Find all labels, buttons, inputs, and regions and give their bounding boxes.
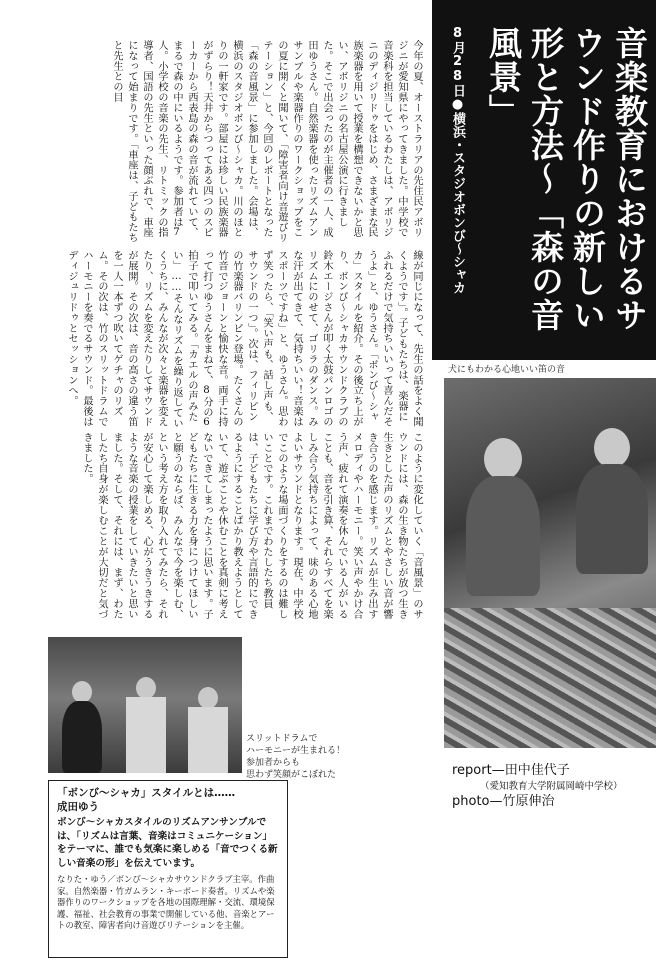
person-body: [126, 697, 166, 773]
small-photo-caption: [246, 733, 345, 781]
headline: 音楽教育におけるサウンド作りの新しい形と方法〜「森の音風景」: [484, 26, 649, 332]
instruments-pile: [444, 608, 656, 748]
caption-line: 参加者からも: [246, 758, 301, 768]
small-photo: [48, 637, 242, 773]
report-affiliation: （愛知教育大学附属岡崎中学校）: [480, 781, 623, 792]
person-body: [466, 476, 540, 596]
person-body: [62, 701, 102, 773]
person-head: [198, 687, 218, 709]
body-column-3: このように変化していく「音風景」のサウンドには、森の生き物たちが放つ生き生きとした声のリズムとやさしい音が響き合うのを感じます。リズムが生み出すメロディやハーモニー。笑い声やかけ合う声、疲れて演奏を休んでいる人がいることも、音を引き算、それらすべてを楽しみ合う気持ちによって、味のある心地よいサウンドとなります。現在、中学校でこのような場面づくりをするのは難しいことです。これまでわたしたち教員は、子どもたちに学び方や言語的にできるようにすることばかり教えようとしていて、遊ぶことや休むことを真剣に考えないできてしまったように思います。子どもたちに生きる力を身につけてほしいと願うのならば、みんなで今を楽しむ、という考え方を取り入れてみたら、それが安心して楽しめる、心がうきうきするような音楽の授業をしていきたいと思いました。そして、それには、まず、わたしたち自身が楽しむことが大切だと気づきました。: [81, 432, 422, 620]
body-column-1: 今年の夏、オーストラリアの先住民アボリジニが愛知県にやってきました。中学校で音楽科を担当しているわたしは、アボリジニのディジリドゥをはじめ、さまざまな民族楽器を用いて授業を構想できないかと思い、アボリジニの名古屋公演に行きました。そこで出会ったのが主催者の一人、成田ゆうさん。自然楽器を使ったリズムアンサンブルや楽器作りのワークショップをこの夏に開くと聞いて、「障害者向け音遊びリテーション」と、今回のレポートとなった「森の音風景」に参加しました。会場は、横浜のスタジオボンび〜シャカ。川のほとりの一軒家です。部屋には珍しい民族楽器がずらり！天井からつってある四つのスピーカーから西表島の森の音が流れていて、まるで森の中にいるようです。参加者は7人。小学校の音楽の先生、リトミックの指導者、国語の先生といった顔ぶれで、車座になって始まりです。「車座は、子どもたちと先生との目: [111, 40, 422, 243]
caption-line: スリットドラムで: [246, 734, 318, 744]
profile-body: ボンび〜シャカスタイルのリズムアンサンブルでは、「リズムは言葉、音楽はコミュニケーション」をテーマに、誰でも気楽に楽しめる「音でつくる新しい音楽の形」を伝えています。: [57, 817, 278, 869]
caption-line: 思わず笑顔がこぼれた: [246, 770, 337, 780]
caption-line: ハーモニーが生まれる！: [246, 746, 346, 756]
report-credit: report—田中佳代子: [452, 763, 570, 778]
main-photo-caption: 犬にもわかる心地いい笛の音: [448, 365, 566, 375]
dateline: 8月28日●横浜・スタジオボンび〜シャカ: [450, 26, 465, 294]
person-head: [72, 681, 92, 703]
report-name: 田中佳代子: [504, 763, 570, 778]
profile-bio: なりた・ゆう／ボンび〜シャカサウンドクラブ主宰。作曲家。自然楽器・竹ガムラン・キーボード奏者。リズムや楽器作りのワークショップを各地の国際理解・交流、環境保護、福祉、社会教育の事業で開催している他、音楽とアートの教室、障害者向け音遊びリテーションを主催。: [57, 874, 275, 930]
main-photo: [444, 378, 656, 748]
photo-label: photo: [452, 794, 490, 809]
person-head: [484, 438, 522, 480]
person-body: [188, 707, 228, 773]
person-body: [576, 464, 648, 574]
photo-name: 竹原伸治: [502, 794, 555, 809]
body-column-2: 線が同じになって、先生の話をよく聞くようです」。子どもたちは、楽器にふれるだけで気持ちいいって喜んだそうよ」と、ゆうさん。「ボンび〜シャカ」スタイルを紹介。その後立ち上がり、ボンび〜シャカサウンドクラブの鈴木エージさんが叩く太鼓パンロゴのリズムにのせて、ゴリラのダンス。みな汗が出てきて、気持ちいい！音楽はスポーツですね」と、ゆうさん。思わず笑ったら、「笑い声も、話し声も、サウンドの一つ」。次は、フィリピンの竹楽器バリンビン登場。たくさんの竹音でジョーンと愉快な音。両手に持って打つゆうさんをまねて、8分の6拍子で叩いてみる。「カエルの声みたい」……そんなリズムを繰り返していくうちに、みんなが次々と楽器を変えたり、リズムを変えたりしてサウンドが展開。その次は、音の高さの違う笛を一人一本ずつ吹いてゲチャのリズム。その次は、竹のスリットドラムでハーモニーを奏でるサウンド。最後はディジュリドゥとセッションへ。: [66, 250, 422, 429]
profile-box: [48, 780, 288, 958]
person-head: [594, 428, 630, 468]
profile-name: 成田ゆう: [57, 801, 99, 813]
credits: [452, 762, 623, 811]
profile-title: 「ボンび〜シャカ」スタイルとは……: [57, 787, 236, 799]
photo-credit: photo—竹原伸治: [452, 794, 555, 809]
person-head: [136, 677, 156, 699]
report-label: report: [452, 763, 492, 778]
